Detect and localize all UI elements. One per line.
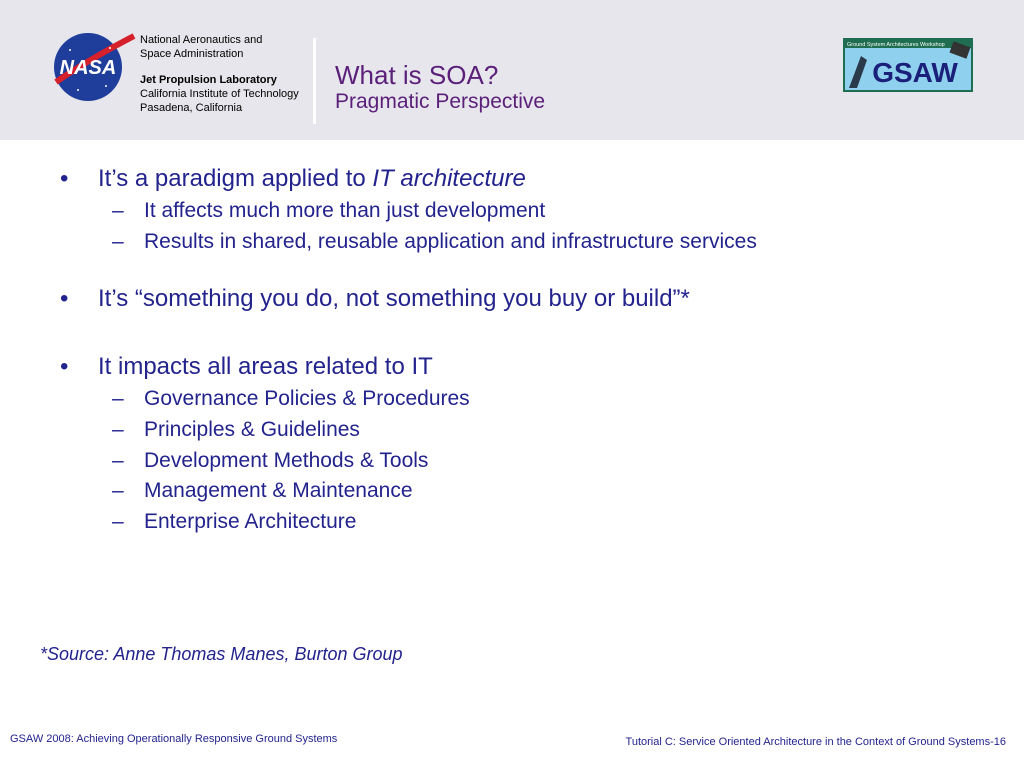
gsaw-logo-icon xyxy=(843,38,973,92)
sub-bullet-text: Principles & Guidelines xyxy=(144,418,360,441)
lab-line-3: Pasadena, California xyxy=(140,102,243,114)
sub-bullet-text: Development Methods & Tools xyxy=(144,449,429,472)
header-divider xyxy=(313,38,316,124)
slide-subtitle: Pragmatic Perspective xyxy=(335,90,546,113)
sub-bullet-item: – Governance Policies & Procedures xyxy=(112,387,470,410)
source-note: *Source: Anne Thomas Manes, Burton Group xyxy=(40,644,403,664)
slide-title-block xyxy=(335,60,545,114)
slide-title: What is SOA? xyxy=(335,60,499,90)
bullet-emphasis: IT architecture xyxy=(372,165,526,192)
sub-bullet-item: – It affects much more than just development xyxy=(112,199,546,222)
bullet-text: It’s a paradigm applied to xyxy=(98,165,373,192)
bullet-marker: • xyxy=(60,353,69,380)
slide-header xyxy=(0,0,1024,140)
lab-line-2: California Institute of Technology xyxy=(140,88,299,100)
sub-bullet-item: – Principles & Guidelines xyxy=(112,418,360,441)
svg-text:NASA: NASA xyxy=(59,57,117,79)
sub-bullet-text: Governance Policies & Procedures xyxy=(144,387,470,410)
org-line-2: Space Administration xyxy=(140,48,244,60)
sub-bullet-text: Results in shared, reusable application and infrastructure services xyxy=(144,230,757,253)
bullet-text: It impacts all areas related to IT xyxy=(98,353,433,380)
sub-bullet-text: It affects much more than just development xyxy=(144,199,546,222)
bullet-marker: • xyxy=(60,285,69,312)
organization-block xyxy=(140,33,299,115)
sub-bullet-item: – Management & Maintenance xyxy=(112,479,413,502)
sub-bullet-text: Management & Maintenance xyxy=(144,479,413,502)
lab-name: Jet Propulsion Laboratory xyxy=(140,74,277,86)
sub-bullet-item: – Development Methods & Tools xyxy=(112,449,429,472)
sub-bullet-text: Enterprise Architecture xyxy=(144,510,357,533)
svg-text:GSAW: GSAW xyxy=(872,57,958,88)
bullet-text: It’s “something you do, not something you buy or build”* xyxy=(98,285,690,312)
svg-text:Ground System Architectures Wo: Ground System Architectures Workshop xyxy=(847,42,945,48)
footer-right: Tutorial C: Service Oriented Architecture in the Context of Ground Systems-16 xyxy=(625,736,1006,748)
sub-bullet-item: – Results in shared, reusable application and infrastructure services xyxy=(112,230,757,253)
nasa-logo-icon xyxy=(48,30,138,104)
sub-bullet-item: – Enterprise Architecture xyxy=(112,510,357,533)
footer-left: GSAW 2008: Achieving Operationally Responsive Ground Systems xyxy=(10,733,338,745)
bullet-marker: • xyxy=(60,165,69,192)
org-line-1: National Aeronautics and xyxy=(140,34,263,46)
